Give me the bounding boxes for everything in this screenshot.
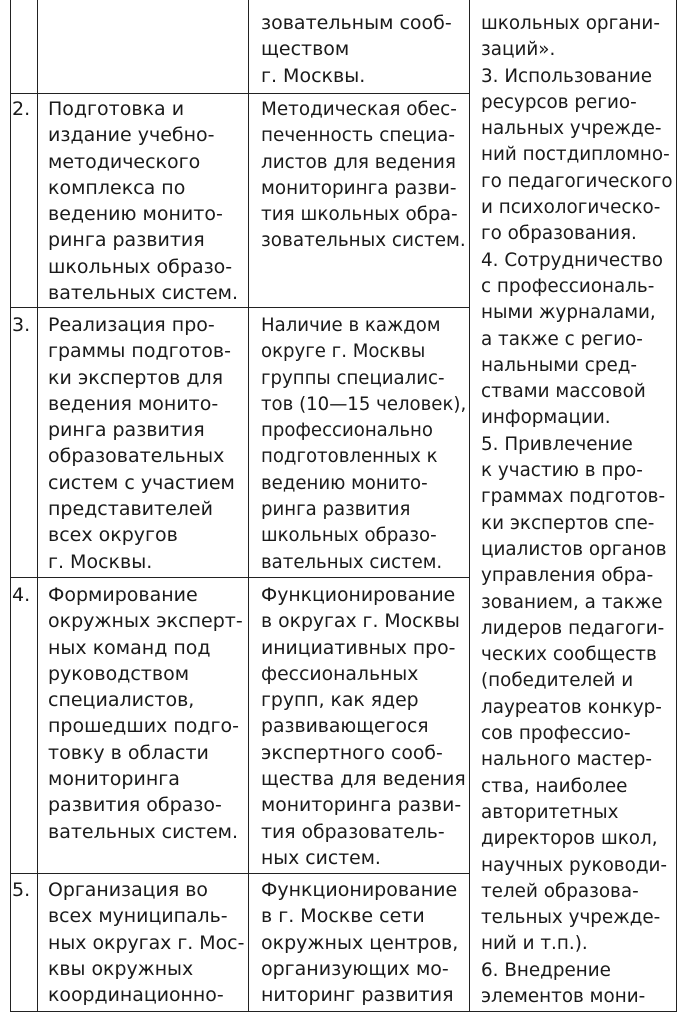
row-divider — [10, 307, 469, 308]
column-divider-num — [37, 0, 38, 1012]
table-cell-number: 3. — [12, 314, 31, 336]
table-cell-number: 4. — [12, 584, 31, 606]
table-cell-number: 5. — [12, 879, 31, 901]
table-border-right — [676, 0, 677, 1012]
table-cell-conditions: школьных органи- заций». 3. Использование ресурсов регио- нальных учрежде- ний постдипломно- го педагогического и психологическо- го образования. 4. Сотрудничество с профессиональ- ными журналами, а также с регио- нальными сред- ствами массовой информации. 5. Привлечение к участию в про- граммах подготов- ки экспертов спе- циалистов органов управления обра- зованием, а также лидеров педагоги- ческих сообществ (победителей и лауреатов конкур- сов профессио- нального мастер- ства, наиболее авторитетных директоров школ, научных руководи- телей образова- тельных учрежде- ний и т.п.). 6. Внедрение элементов мони- — [481, 12, 673, 1007]
table-cell-number: 2. — [12, 98, 31, 120]
table-cell-task: Реализация про- граммы подготов- ки экспертов для ведения монито- ринга развития образовательных систем с участием представителей всех округов г. Москвы. — [48, 314, 235, 573]
table-cell-task: Подготовка и издание учебно- методического комплекса по ведению монито- ринга развития школьных образо- вательных систем. — [48, 98, 239, 305]
row-divider — [10, 873, 469, 874]
row-divider — [10, 577, 469, 578]
table-cell-result: зовательным сооб- ществом г. Москвы. — [261, 12, 452, 87]
table-cell-result: Методическая обес- печенность специа- листов для ведения мониторинга разви- тия школьных обра- зовательных систем. — [261, 98, 466, 252]
column-divider-result — [469, 0, 470, 1012]
table-cell-task: Формирование окружных эксперт- ных команд под руководством специалистов, прошедших подго- товку в области мониторинга развития образо- вательных систем. — [48, 584, 243, 843]
table-cell-result: Наличие в каждом округе г. Москвы группы специалис- тов (10—15 человек), профессионально подготовленных к ведению монито- ринга развития школьных образо- вательных систем. — [261, 314, 467, 573]
table-cell-result: Функционирование в г. Москве сети окружных центров, организующих мо- ниторинг развития — [261, 879, 459, 1007]
table-border-left — [10, 0, 11, 1012]
table-cell-task: Организация во всех муниципаль- ных округах г. Мос- квы окружных координационно- — [48, 879, 245, 1007]
table-border-bottom — [10, 1011, 677, 1012]
column-divider-task — [248, 0, 249, 1012]
row-divider — [10, 93, 469, 94]
table-cell-result: Функционирование в округах г. Москвы инициативных про- фессиональных групп, как ядер развивающегося экспертного сооб- щества для ведения мониторинга разви- тия образователь- ных систем. — [261, 584, 466, 869]
